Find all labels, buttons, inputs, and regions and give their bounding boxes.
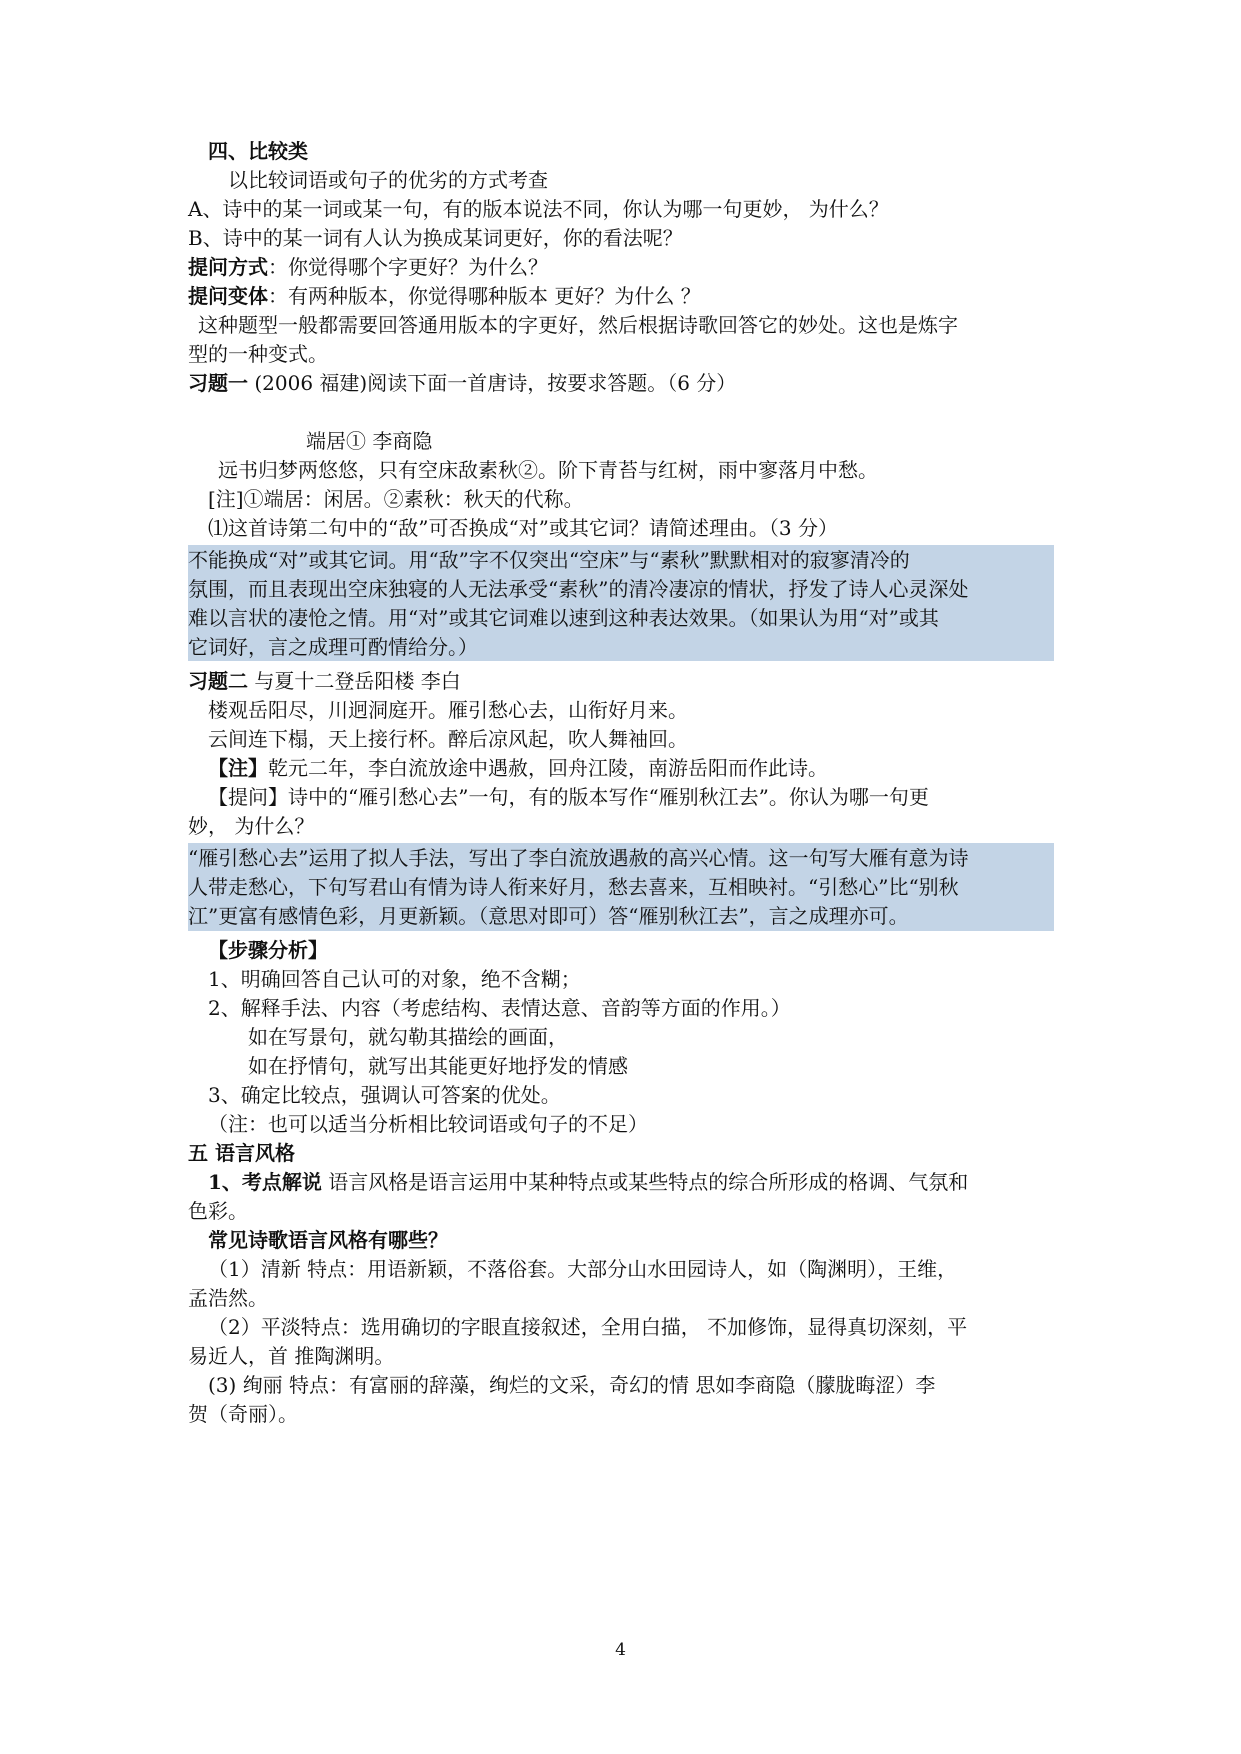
poem-one-text: 远书归梦两悠悠，只有空床敌素秋②。阶下青苔与红树，雨中寥落月中愁。 [218, 458, 878, 482]
poem-two-line-2: 云间连下榻，天上接行杯。醉后凉风起，吹人舞袖回。 [208, 727, 688, 751]
answer-one-line-2: 氛围，而且表现出空床独寝的人无法承受“素秋”的清冷凄凉的情状，抒发了诗人心灵深处 [188, 577, 969, 601]
style-three-line-2: 贺（奇丽）。 [188, 1402, 298, 1426]
exercise-one-question: ⑴这首诗第二句中的“敌”可否换成“对”或其它词？请简述理由。（3 分） [208, 516, 838, 540]
ask-method-label: 提问方式 [188, 255, 268, 279]
poem-two-note-label: 【注】 [208, 756, 268, 780]
exam-point-text-2: 色彩。 [188, 1199, 248, 1223]
exercise-two-heading [188, 666, 461, 696]
exercise-two-question-1: 【提问】诗中的“雁引愁心去”一句，有的版本写作“雁别秋江去”。你认为哪一句更 [208, 785, 929, 809]
ask-method [188, 252, 548, 282]
ask-variant-text: ：有两种版本，你觉得哪种版本 更好？为什么 ？ [268, 284, 701, 308]
answer-one-line-4: 它词好，言之成理可酌情给分。） [188, 635, 478, 659]
style-one-line-2: 孟浩然。 [188, 1286, 268, 1310]
poem-two-note-text: 乾元二年，李白流放途中遇赦，回舟江陵，南游岳阳而作此诗。 [268, 756, 828, 780]
step-three: 3、确定比较点，强调认可答案的优处。 [208, 1083, 561, 1107]
style-three-line-1: (3) 绚丽 特点：有富丽的辞藻，绚烂的文采，奇幻的情 思如李商隐（朦胧晦涩）李 [208, 1373, 936, 1397]
step-two-b: 如在抒情句，就写出其能更好地抒发的情感 [248, 1054, 628, 1078]
section-four-intro: 以比较词语或句子的优劣的方式考查 [228, 168, 548, 192]
ask-variant [188, 281, 701, 311]
section-five-title: 五 语言风格 [188, 1141, 295, 1165]
poem-one-note: [注]①端居：闲居。②素秋：秋天的代称。 [208, 487, 584, 511]
exam-point-text: 语言风格是语言运用中某种特点或某些特点的综合所形成的格调、气氛和 [321, 1170, 969, 1194]
exercise-two-question-2: 妙， 为什么？ [188, 814, 315, 838]
exercise-two-title: 与夏十二登岳阳楼 李白 [248, 669, 461, 693]
answer-one-line-1: 不能换成“对”或其它词。用“敌”字不仅突出“空床”与“素秋”默默相对的寂寥清冷的 [188, 548, 910, 572]
section-four-title: 四、比较类 [208, 139, 308, 163]
exercise-one-heading [188, 368, 736, 398]
steps-note: （注：也可以适当分析相比较词语或句子的不足） [208, 1112, 648, 1136]
page-number: 4 [615, 1640, 626, 1660]
desc-line-1: 这种题型一般都需要回答通用版本的字更好，然后根据诗歌回答它的妙处。这也是炼字 [198, 313, 958, 337]
item-a: A、诗中的某一词或某一句，有的版本说法不同，你认为哪一句更妙， 为什么？ [188, 197, 889, 221]
ask-variant-label: 提问变体 [188, 284, 268, 308]
answer-two-line-3: 江”更富有感情色彩，月更新颖。（意思对即可）答“雁别秋江去”，言之成理亦可。 [188, 904, 909, 928]
step-two: 2、解释手法、内容（考虑结构、表情达意、音韵等方面的作用。） [208, 996, 791, 1020]
poem-one-title: 端居① 李商隐 [306, 429, 433, 453]
ask-method-text: ：你觉得哪个字更好？为什么？ [268, 255, 548, 279]
answer-two-line-1: “雁引愁心去”运用了拟人手法，写出了李白流放遇赦的高兴心情。这一句写大雁有意为诗 [188, 846, 969, 870]
exercise-one-label: 习题一 [188, 371, 248, 395]
exercise-two-label: 习题二 [188, 669, 248, 693]
desc-line-2: 型的一种变式。 [188, 342, 328, 366]
item-b: B、诗中的某一词有人认为换成某词更好，你的看法呢？ [188, 226, 683, 250]
poem-two-note [208, 753, 828, 783]
exam-point [208, 1167, 968, 1197]
common-styles-heading: 常见诗歌语言风格有哪些？ [208, 1228, 448, 1252]
style-two-line-1: （2）平淡特点：选用确切的字眼直接叙述，全用白描， 不加修饰，显得真切深刻，平 [208, 1315, 968, 1339]
poem-two-line-1: 楼观岳阳尽，川迥洞庭开。雁引愁心去，山衔好月来。 [208, 698, 688, 722]
answer-two-line-2: 人带走愁心，下句写君山有情为诗人衔来好月，愁去喜来，互相映衬。“引愁心”比“别秋 [188, 875, 959, 899]
steps-title: 【步骤分析】 [208, 938, 328, 962]
style-one-line-1: （1）清新 特点：用语新颖，不落俗套。大部分山水田园诗人，如（陶渊明），王维， [208, 1257, 958, 1281]
exam-point-label: 1、考点解说 [208, 1170, 322, 1194]
step-one: 1、明确回答自己认可的对象，绝不含糊； [208, 967, 581, 991]
style-two-line-2: 易近人，首 推陶渊明。 [188, 1344, 395, 1368]
step-two-a: 如在写景句，就勾勒其描绘的画面， [248, 1025, 568, 1049]
answer-one-line-3: 难以言状的凄怆之情。用“对”或其它词难以速到这种表达效果。（如果认为用“对”或其 [188, 606, 939, 630]
exercise-one-text: (2006 福建)阅读下面一首唐诗，按要求答题。（6 分） [248, 371, 737, 395]
